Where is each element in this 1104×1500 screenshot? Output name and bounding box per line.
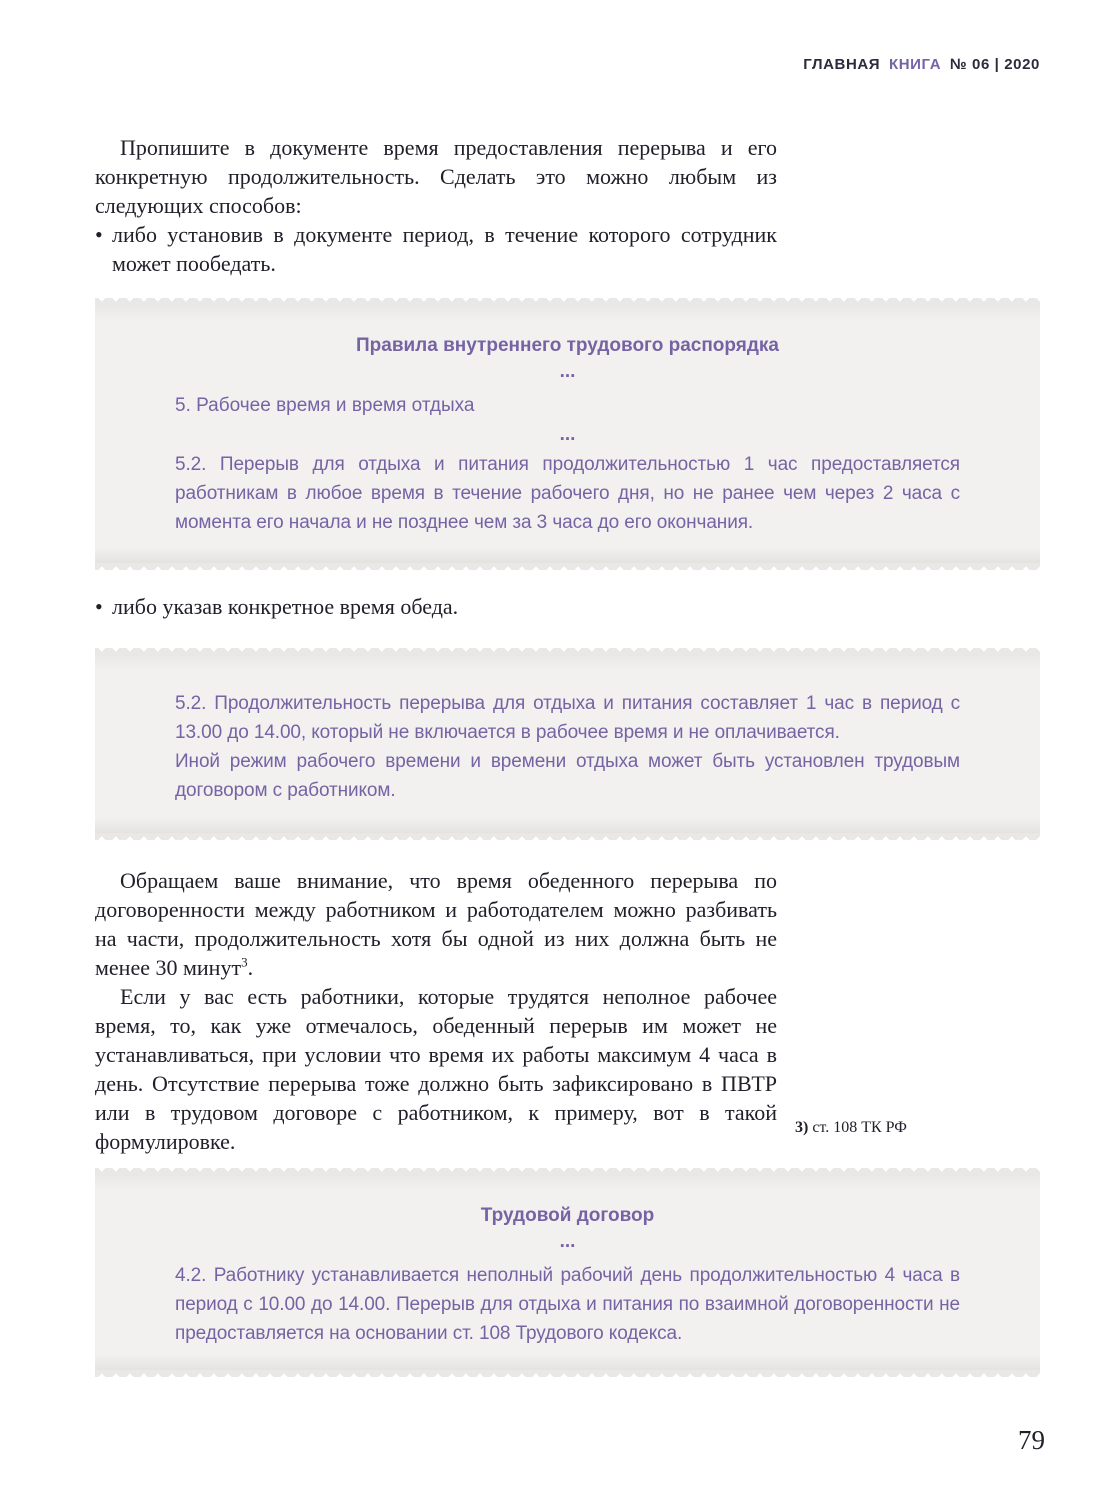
- excerpt-title: Трудовой договор: [480, 1205, 655, 1226]
- footnote-ref: 3): [795, 1119, 809, 1136]
- excerpt-title: Правила внутреннего трудового распорядка: [355, 335, 779, 356]
- ellipsis-line: ...: [559, 361, 576, 382]
- bullet-marker-1: •: [95, 222, 103, 247]
- intro-paragraph: Пропишите в документе время предоставления перерыва и его конкретную продолжительность. Сделать это можно любым из следующих способов:: [95, 135, 777, 218]
- excerpt-paragraph: Иной режим рабочего времени и времени отдыха может быть установлен трудовым договором с работником.: [175, 751, 960, 801]
- excerpt-box-employment-contract: [95, 1175, 1040, 1370]
- bullet-item-2-text: либо указав конкретное время обеда.: [112, 594, 459, 619]
- excerpt-box-internal-regulations: [95, 305, 1040, 563]
- bullet-marker-2: •: [95, 594, 103, 619]
- body-paragraph-1: [95, 866, 777, 982]
- issue-number: № 06 | 2020: [949, 56, 1040, 73]
- excerpt-section-heading: 5. Рабочее время и время отдыха: [175, 395, 475, 416]
- ellipsis-line: ...: [559, 424, 576, 445]
- intro-section: [95, 133, 777, 278]
- footnote-text: ст. 108 ТК РФ: [808, 1119, 907, 1136]
- bullet-item-2: [95, 592, 777, 621]
- bullet-item-1-text: либо установив в документе период, в течение которого сотрудник может пообедать.: [112, 222, 777, 276]
- ellipsis-line: ...: [559, 1231, 576, 1252]
- excerpt-box-fixed-lunch-time: [95, 655, 1040, 833]
- excerpt-paragraph: 5.2. Перерыв для отдыха и питания продолжительностью 1 час предоставляется работникам в любое время в течение рабочего дня, но не ранее чем через 2 часа с момента его начала и не позднее чем за 3 часа до его окончания.: [175, 454, 960, 533]
- excerpt-paragraph: 4.2. Работнику устанавливается неполный рабочий день продолжительностью 4 часа в период с 10.00 до 14.00. Перерыв для отдыха и питания по взаимной договоренности не предоставляется на основании ст. 108 Трудового кодекса.: [175, 1265, 960, 1344]
- excerpt-paragraph: 5.2. Продолжительность перерыва для отдыха и питания составляет 1 час в период с 13.00 до 14.00, который не включается в рабочее время и не оплачивается.: [175, 693, 960, 743]
- page-header: [803, 56, 1040, 73]
- brand-name-part2: КНИГА: [888, 56, 942, 73]
- body-paragraph-2: Если у вас есть работники, которые трудятся неполное рабочее время, то, как уже отмечалось, обеденный перерыв им может не устанавливаться, при условии что время их работы максимум 4 часа в день. Отсутствие перерыва тоже должно быть зафиксировано в ПВТР или в трудовом договоре с работником, к примеру, вот в такой формулировке.: [95, 984, 777, 1154]
- margin-footnote: [795, 1118, 907, 1138]
- body-paragraph-1-period: .: [247, 955, 254, 980]
- body-paragraph-1-text: Обращаем ваше внимание, что время обеденного перерыва по договоренности между работником и работодателем можно разбивать на части, продолжительность хотя бы одной из них должна быть не менее 30 минут: [95, 868, 777, 980]
- brand-name-part1: ГЛАВНАЯ: [803, 56, 881, 73]
- bullet-item-1: [95, 220, 777, 278]
- page-number: 79: [1018, 1425, 1045, 1455]
- footnote-marker: 3: [241, 954, 248, 970]
- body-section: [95, 866, 777, 1156]
